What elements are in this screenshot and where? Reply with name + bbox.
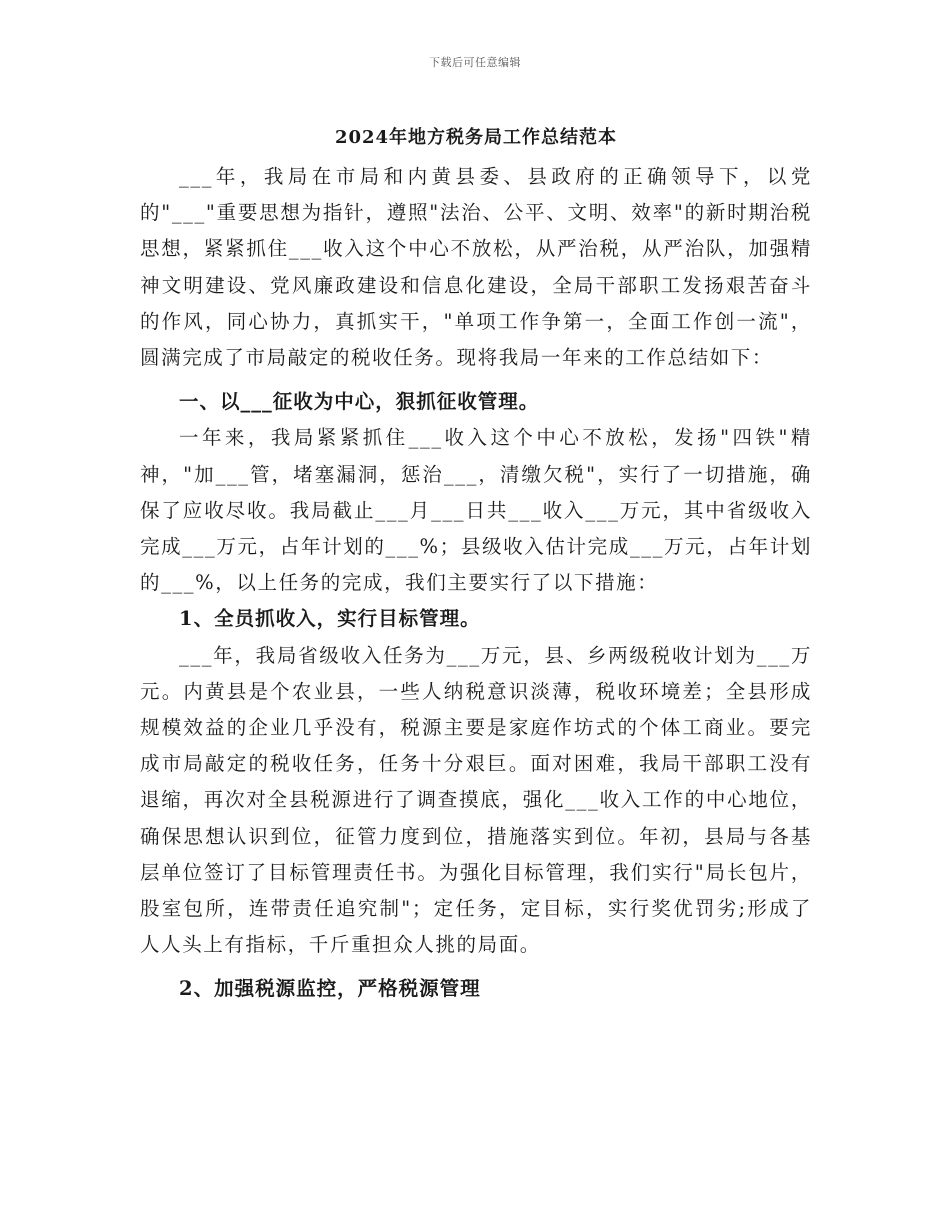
section-1-paragraph: 一年来，我局紧紧抓住___收入这个中心不放松，发扬"四铁"精神，"加___管，堵塞漏洞，惩治___，清缴欠税"，实行了一切措施，确保了应收尽收。我局截止___月___日共___收入___万元，其中省级收入完成___万元，占年计划的___%；县级收入估计完成___万元，占年计划的___%，以上任务的完成，我们主要实行了以下措施：: [140, 426, 812, 595]
header-note: 下载后可任意编辑: [429, 56, 521, 69]
section-1-heading: 一、以___征收为中心，狠抓征收管理。: [179, 390, 540, 414]
subsection-2-heading: 2、加强税源监控，严格税源管理: [179, 977, 481, 1001]
document-title: 2024年地方税务局工作总结范本: [334, 127, 618, 148]
subsection-1-paragraph: ___年，我局省级收入任务为___万元，县、乡两级税收计划为___万元。内黄县是个农业县，一些人纳税意识淡薄，税收环境差；全县形成规模效益的企业几乎没有，税源主要是家庭作坊式的个体工商业。要完成市局敲定的税收任务，任务十分艰巨。面对困难，我局干部职工没有退缩，再次对全县税源进行了调查摸底，强化___收入工作的中心地位，确保思想认识到位，征管力度到位，措施落实到位。年初，县局与各基层单位签订了目标管理责任书。为强化目标管理，我们实行"局长包片，股室包所，连带责任追究制"；定任务，定目标，实行奖优罚劣;形成了人人头上有指标，千斤重担众人挑的局面。: [140, 643, 812, 957]
document-body: [140, 118, 812, 1008]
subsection-1-heading: 1、全员抓收入，实行目标管理。: [179, 607, 481, 631]
intro-paragraph: ___年，我局在市局和内黄县委、县政府的正确领导下，以党的"___"重要思想为指针，遵照"法治、公平、文明、效率"的新时期治税思想，紧紧抓住___收入这个中心不放松，从严治税，从严治队，加强精神文明建设、党风廉政建设和信息化建设，全局干部职工发扬艰苦奋斗的作风，同心协力，真抓实干，"单项工作争第一，全面工作创一流"，圆满完成了市局敲定的税收任务。现将我局一年来的工作总结如下：: [140, 165, 812, 370]
